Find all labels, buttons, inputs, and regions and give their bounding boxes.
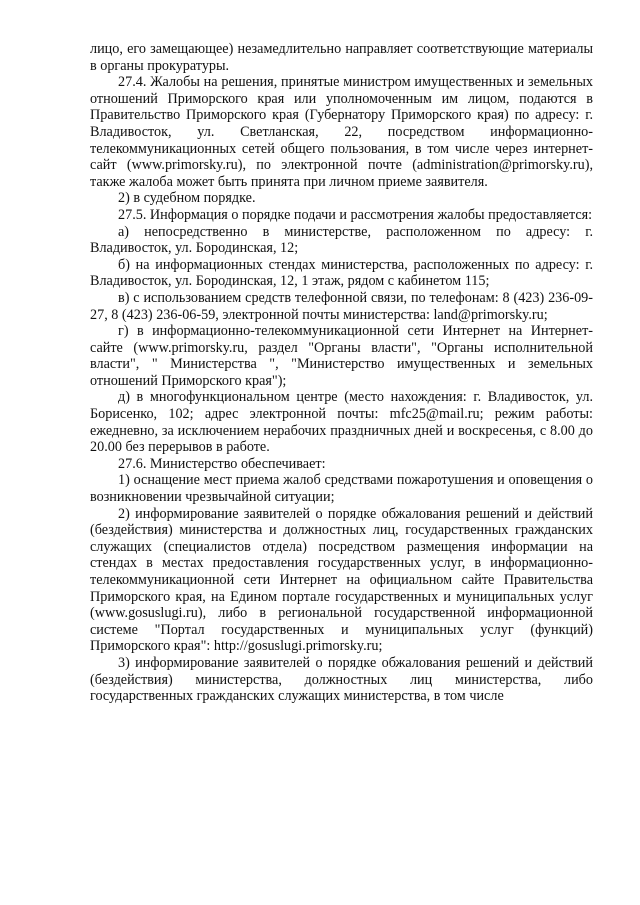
paragraph-continuation: лицо, его замещающее) незамедлительно направляет соответствующие материалы в органы прокуратуры. (90, 41, 593, 74)
paragraph-item-3: 3) информирование заявителей о порядке обжалования решений и действий (бездействия) министерства, должностных лиц министерства, либо государственных гражданских служащих министерства, в том числе (90, 654, 593, 705)
paragraph-27-4: 27.4. Жалобы на решения, принятые министром имущественных и земельных отношений Приморского края или уполномоченным им лицом, подаются в Правительство Приморского края (Губернатору Приморского края) по адресу: г. Владивосток, ул. Светланская, 22, посредством информационно-телекоммуникационных сетей общего пользования, в том числе через интернет-сайт (www.primorsky.ru), по электронной почте (administration@primorsky.ru), также жалоба может быть принята при личном приеме заявителя. (90, 74, 593, 190)
paragraph-judicial-order: 2) в судебном порядке. (118, 190, 256, 207)
paragraph-item-2: 2) информирование заявителей о порядке обжалования решений и действий (бездействия) министерства и должностных лиц, государственных гражданских служащих (специалистов отдела) посредством размещения информации на стендах в местах предоставления государственных услуг, в информационно-телекоммуникационной сети Интернет на официальном сайте Правительства Приморского края, на Едином портале государственных и муниципальных услуг (www.gosuslugi.ru), либо в региональной государственной информационной системе "Портал государственных и муниципальных услуг (функций) Приморского края": http://gosuslugi.primorsky.ru; (90, 505, 593, 655)
paragraph-item-d: д) в многофункциональном центре (место нахождения: г. Владивосток, ул. Борисенко, 102; адрес электронной почты: mfc25@mail.ru; режим работы: ежедневно, за исключением нерабочих праздничных дней и воскресенья, с 8.00 до 20.00 без перерывов в работе. (90, 389, 593, 456)
paragraph-27-5: 27.5. Информация о порядке подачи и рассмотрения жалобы предоставляется: (118, 206, 593, 223)
paragraph-item-1: 1) оснащение мест приема жалоб средствами пожаротушения и оповещения о возникновении чрезвычайной ситуации; (90, 472, 593, 506)
paragraph-item-v: в) с использованием средств телефонной связи, по телефонам: 8 (423) 236-09-27, 8 (423) 236-06-59, электронной почты министерства: land@primorsky.ru; (90, 289, 593, 323)
paragraph-item-b: б) на информационных стендах министерства, расположенных по адресу: г. Владивосток, ул. Бородинская, 12, 1 этаж, рядом с кабинетом 115; (90, 256, 593, 290)
paragraph-27-6: 27.6. Министерство обеспечивает: (118, 455, 326, 472)
document-body (90, 41, 593, 705)
paragraph-item-a: а) непосредственно в министерстве, расположенном по адресу: г. Владивосток, ул. Бородинская, 12; (90, 223, 593, 257)
paragraph-item-g: г) в информационно-телекоммуникационной сети Интернет на Интернет-сайте (www.primorsky.ru, раздел "Органы власти", "Органы исполнительной власти", " Министерства ", "Министерство имущественных и земельных отношений Приморского края"); (90, 323, 593, 389)
